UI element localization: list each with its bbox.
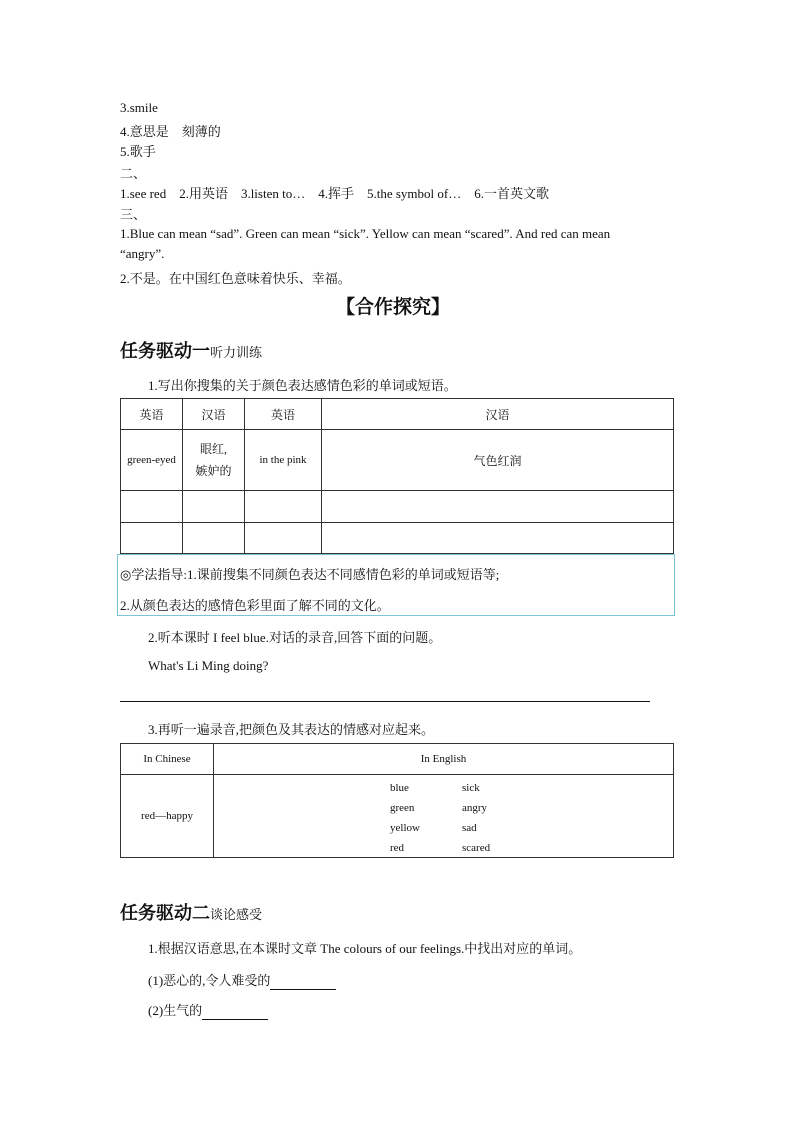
task2-subquestion [148,970,336,990]
task2-subquestion [148,1000,268,1020]
answer-blank[interactable] [202,1003,268,1020]
feeling-item[interactable]: angry [462,802,488,814]
table-header: In Chinese [121,744,214,775]
task2-title [120,899,262,925]
guide-line: ◎学法指导:1.课前搜集不同颜色表达不同感情色彩的单词或短语等; [120,567,500,582]
task2-title-sub: 谈论感受 [210,907,263,922]
task1-question-1: 1.写出你搜集的关于颜色表达感情色彩的单词或短语。 [148,378,457,393]
task1-title-sub: 听力训练 [210,345,263,360]
matching-table [120,743,674,858]
answer-line: 1.see red 2.用英语 3.listen to… 4.挥手 5.the symbol of… 6.一首英文歌 [120,186,549,201]
task1-title-main: 任务驱动一 [120,341,210,362]
section-title: 【合作探究】 [336,296,451,318]
table-cell-empty[interactable] [245,523,322,554]
table-header: 汉语 [183,399,245,430]
guide-line: 2.从颜色表达的感情色彩里面了解不同的文化。 [120,598,390,613]
matching-cell [214,775,674,858]
answer-heading: 二、 [120,166,147,181]
table-cell-empty[interactable] [121,491,183,523]
task2-title-main: 任务驱动二 [120,903,210,924]
table-cell: 气色红润 [322,430,674,491]
answer-line: 5.歌手 [120,144,156,159]
table-header: 汉语 [322,399,674,430]
table-cell-empty[interactable] [245,491,322,523]
task1-question-3: 3.再听一遍录音,把颜色及其表达的情感对应起来。 [148,722,435,737]
answer-line: 3.smile [120,100,158,115]
feeling-list [462,778,490,858]
table-cell-empty[interactable] [322,491,674,523]
table-cell-empty[interactable] [183,523,245,554]
task1-question-2: 2.听本课时 I feel blue.对话的录音,回答下面的问题。 [148,630,442,645]
answer-blank[interactable] [270,973,336,990]
answer-line: 4.意思是 刻薄的 [120,124,221,139]
vocab-table [120,398,674,554]
task1-question-2-sub: What's Li Ming doing? [148,658,269,673]
answer-line: 1.Blue can mean “sad”. Green can mean “sick”. Yellow can mean “scared”. And red can mean [120,226,611,241]
table-header: In English [214,744,674,775]
table-cell: in the pink [245,430,322,491]
color-item[interactable]: green [390,802,415,814]
answer-line: “angry”. [120,246,165,261]
task1-title [120,337,262,363]
task2-question-1: 1.根据汉语意思,在本课时文章 The colours of our feelings.中找出对应的单词。 [148,941,582,956]
color-list [390,778,420,858]
table-cell-line: 嫉妒的 [195,464,232,478]
color-item[interactable]: yellow [390,822,420,834]
color-item[interactable]: blue [390,782,409,794]
table-header: 英语 [245,399,322,430]
table-cell [183,430,245,491]
color-item[interactable]: red [390,842,405,854]
answer-blank-line[interactable] [120,701,650,702]
answer-heading: 三、 [120,207,147,222]
feeling-item[interactable]: sick [462,782,480,794]
table-cell-empty[interactable] [322,523,674,554]
subquestion-text: (1)恶心的,令人难受的 [148,973,271,988]
table-cell: green-eyed [121,430,183,491]
feeling-item[interactable]: scared [462,842,491,854]
table-cell: red—happy [121,775,214,858]
answer-line: 2.不是。在中国红色意味着快乐、幸福。 [120,271,351,286]
table-cell-empty[interactable] [121,523,183,554]
table-cell-line: 眼红, [199,442,227,456]
study-guide-box [117,554,675,616]
subquestion-text: (2)生气的 [148,1003,203,1018]
feeling-item[interactable]: sad [462,822,477,834]
table-header: 英语 [121,399,183,430]
table-cell-empty[interactable] [183,491,245,523]
